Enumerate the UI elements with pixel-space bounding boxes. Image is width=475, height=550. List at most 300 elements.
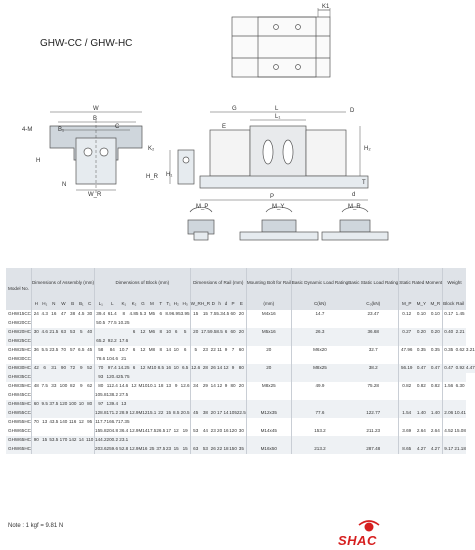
model-cell: GHW30CC: [8, 356, 31, 362]
value-cell: 19: [182, 428, 188, 434]
value-cell: 8.65: [399, 445, 414, 454]
value-cell: 28.9: [119, 410, 129, 416]
value-cell: [454, 400, 466, 409]
value-cell: [428, 319, 442, 328]
value-cell: 70: [31, 418, 40, 427]
model-cell: GHW25CC: [8, 338, 31, 344]
value-cell: 140: [59, 419, 68, 425]
value-cell: [85, 445, 94, 454]
model-cell: GHW20HC: [8, 329, 31, 335]
value-cell: [107, 328, 119, 337]
value-cell: [246, 319, 291, 328]
sub-header-cell: d: [223, 298, 229, 310]
value-cell: 7.5: [210, 311, 217, 317]
value-cell: 4.5: [222, 311, 230, 317]
value-cell: 37.5: [156, 446, 166, 452]
value-cell: [181, 319, 190, 328]
value-cell: [181, 400, 190, 409]
header-assembly: Dimensions of Assembly (mm): [31, 268, 94, 298]
header-static: Basic Static Load Rating: [348, 268, 399, 298]
sub-header-cell: C: [85, 298, 94, 310]
value-cell: 27.5: [119, 392, 129, 398]
table-row: [6, 364, 475, 373]
value-cell: 287.48: [366, 446, 381, 452]
value-cell: [399, 400, 414, 409]
value-cell: [68, 445, 77, 454]
value-cell: 82: [70, 383, 76, 389]
value-cell: 155.8: [95, 427, 107, 436]
value-cell: 93: [95, 373, 107, 382]
value-cell: [443, 418, 455, 427]
value-cell: 9: [224, 347, 228, 353]
value-cell: [31, 337, 40, 346]
sub-header-cell: L₁: [95, 298, 107, 310]
value-cell: 25.75: [118, 374, 130, 380]
value-cell: [130, 391, 139, 400]
value-cell: [443, 337, 455, 346]
value-cell: 31: [51, 365, 57, 371]
value-cell: 120: [59, 401, 68, 407]
value-cell: 204.8: [106, 428, 119, 434]
sub-header-cell: H₂: [172, 298, 181, 310]
value-cell: 26.3: [291, 328, 348, 337]
value-cell: 30: [87, 311, 93, 317]
value-cell: [181, 418, 190, 427]
value-cell: 4.5: [78, 311, 85, 317]
value-cell: [68, 319, 77, 328]
sub-header-cell: K₁: [118, 298, 130, 310]
value-cell: 24: [31, 310, 40, 319]
value-cell: 5: [183, 329, 187, 335]
value-cell: [229, 436, 237, 445]
value-cell: [85, 427, 94, 436]
value-cell: 8: [159, 347, 163, 353]
value-cell: 112.4: [106, 383, 118, 389]
value-cell: 20: [190, 328, 201, 337]
value-cell: 104.6: [106, 356, 119, 362]
value-cell: [237, 337, 246, 346]
value-cell: 84: [109, 347, 115, 353]
value-cell: [59, 427, 68, 436]
value-cell: M16x50: [246, 445, 291, 454]
value-cell: 60: [238, 347, 244, 353]
value-cell: [77, 319, 85, 328]
value-cell: 29: [202, 383, 208, 389]
value-cell: 70: [60, 347, 67, 353]
value-cell: [348, 319, 399, 328]
value-cell: 35: [238, 446, 244, 452]
model-cell: GHW35CC: [8, 374, 31, 380]
value-cell: 22: [217, 446, 223, 452]
value-cell: M14: [138, 428, 148, 434]
value-cell: 7.5: [41, 383, 48, 389]
value-cell: [172, 319, 181, 328]
value-cell: [31, 319, 40, 328]
value-cell: 26: [210, 446, 216, 452]
sub-header-cell: h: [216, 298, 222, 310]
value-cell: 63: [190, 445, 201, 454]
value-cell: 0.35: [430, 347, 440, 353]
model-cell: GHW30HC: [8, 365, 31, 371]
value-cell: [348, 400, 399, 409]
value-cell: 37.5: [49, 401, 59, 407]
value-cell: 90: [31, 436, 40, 445]
value-cell: 1.56: [443, 382, 455, 391]
value-cell: 20: [246, 346, 291, 355]
value-cell: [41, 391, 49, 400]
value-cell: 80: [87, 401, 93, 407]
value-cell: 52: [87, 365, 93, 371]
table-row: [6, 409, 475, 418]
value-cell: 203.6: [95, 445, 107, 454]
value-cell: [443, 391, 455, 400]
label-w: W: [93, 106, 99, 112]
value-cell: 20: [238, 311, 244, 317]
value-cell: 42: [31, 364, 40, 373]
sub-header-cell: W: [59, 298, 68, 310]
table-row: [6, 391, 475, 400]
value-cell: [172, 400, 181, 409]
value-cell: [348, 373, 399, 382]
value-cell: 22.5: [236, 410, 246, 416]
label-k2: K₂: [148, 146, 155, 152]
value-cell: [31, 355, 40, 364]
value-cell: [428, 391, 442, 400]
value-cell: [291, 337, 348, 346]
header-rail: Dimensions of Rail (mm): [190, 268, 246, 298]
value-cell: [348, 355, 399, 364]
value-cell: 6: [159, 311, 163, 317]
value-cell: 8.9: [165, 311, 172, 317]
table-row: [6, 427, 475, 436]
value-cell: 6.30: [455, 383, 465, 389]
value-cell: [85, 409, 94, 418]
value-cell: [85, 373, 94, 382]
value-cell: 138.2: [106, 392, 119, 398]
sub-header-cell: M_P: [399, 298, 414, 310]
value-cell: [201, 337, 210, 346]
value-cell: 14.25: [118, 365, 130, 371]
table-row: [6, 310, 475, 319]
value-cell: [147, 337, 156, 346]
value-cell: 12: [140, 329, 146, 335]
value-cell: [41, 445, 49, 454]
value-cell: 40: [87, 329, 93, 335]
value-cell: 44: [202, 428, 208, 434]
value-cell: 22: [210, 347, 216, 353]
table-row: [6, 355, 475, 364]
value-cell: 0.82: [416, 383, 426, 389]
value-cell: 14.7: [291, 310, 348, 319]
value-cell: 14: [217, 365, 223, 371]
value-cell: 36: [31, 346, 40, 355]
value-cell: 75.28: [367, 383, 379, 389]
value-cell: 9: [231, 365, 235, 371]
value-cell: [59, 355, 68, 364]
sub-header-cell: H₃: [181, 298, 190, 310]
value-cell: [172, 373, 181, 382]
value-cell: [428, 337, 442, 346]
value-cell: [229, 418, 237, 427]
value-cell: 2.64: [416, 428, 426, 434]
value-cell: 15.08: [454, 428, 466, 434]
model-cell: GHW25HC: [8, 347, 31, 353]
value-cell: 38: [70, 311, 76, 317]
value-cell: 0.47: [430, 365, 440, 371]
value-cell: [190, 391, 201, 400]
value-cell: [399, 373, 414, 382]
value-cell: 16: [223, 428, 229, 434]
logo-text: SHAC: [338, 533, 377, 548]
value-cell: 15: [202, 311, 208, 317]
value-cell: M8: [148, 347, 156, 353]
sub-header-cell: (mm): [246, 298, 291, 310]
header-model: Model No.: [6, 268, 31, 310]
sub-header-cell: T: [156, 298, 165, 310]
model-cell: GHW45CC: [8, 392, 31, 398]
model-cell: GHW65HC: [8, 446, 31, 452]
value-cell: 9: [79, 383, 83, 389]
value-cell: [291, 391, 348, 400]
value-cell: 5.3: [216, 311, 223, 317]
value-cell: 90: [60, 365, 67, 371]
value-cell: [237, 373, 246, 382]
sub-header-cell: C₀(kN): [348, 298, 399, 310]
value-cell: 4.47: [465, 365, 475, 371]
value-cell: 14: [210, 383, 216, 389]
value-cell: [181, 391, 190, 400]
value-cell: M12x35: [246, 409, 291, 418]
value-cell: 23.1: [119, 437, 129, 443]
value-cell: 14.6: [119, 383, 129, 389]
table-row: [6, 328, 475, 337]
value-cell: [201, 436, 210, 445]
value-cell: [138, 373, 147, 382]
value-cell: 5: [79, 329, 83, 335]
value-cell: 0.35: [416, 347, 426, 353]
value-cell: 13: [121, 401, 127, 407]
sub-header-cell: E: [237, 298, 246, 310]
label-4m: 4-M: [22, 127, 33, 133]
value-cell: 23: [202, 347, 208, 353]
value-cell: [237, 355, 246, 364]
value-cell: 0.82: [430, 383, 440, 389]
value-cell: 72: [70, 365, 76, 371]
value-cell: [31, 427, 40, 436]
value-cell: [229, 337, 237, 346]
value-cell: [49, 427, 59, 436]
value-cell: 15: [42, 437, 48, 443]
value-cell: 100: [59, 383, 68, 389]
value-cell: [291, 400, 348, 409]
value-cell: 0.82: [399, 382, 414, 391]
value-cell: 120: [229, 428, 237, 434]
value-cell: 77.5: [107, 320, 117, 326]
value-cell: [130, 400, 139, 409]
label-n: N: [62, 182, 67, 188]
value-cell: 2.06: [443, 409, 455, 418]
value-cell: 120.4: [106, 374, 119, 380]
spec-table-body: [6, 310, 475, 454]
value-cell: [68, 409, 77, 418]
value-cell: [190, 355, 201, 364]
value-cell: 60: [230, 329, 236, 335]
label-hr: H_R: [146, 174, 159, 180]
value-cell: [414, 436, 428, 445]
value-cell: 53: [202, 446, 208, 452]
value-cell: 8.5: [216, 329, 223, 335]
value-cell: 211.23: [366, 428, 381, 434]
value-cell: [156, 337, 165, 346]
value-cell: [443, 355, 455, 364]
value-cell: 92.2: [107, 338, 117, 344]
value-cell: [41, 319, 49, 328]
value-cell: 4.27: [430, 446, 440, 452]
value-cell: [31, 391, 40, 400]
value-cell: 30: [31, 328, 40, 337]
value-cell: [147, 400, 156, 409]
value-cell: 10: [78, 401, 84, 407]
value-cell: 61.4: [107, 311, 117, 317]
value-cell: 20: [210, 410, 216, 416]
value-cell: M14x45: [246, 427, 291, 436]
value-cell: [68, 391, 77, 400]
value-cell: 170: [59, 437, 68, 443]
value-cell: [237, 418, 246, 427]
value-cell: [172, 391, 181, 400]
value-cell: 9.5: [41, 401, 48, 407]
value-cell: [147, 436, 156, 445]
value-cell: [246, 436, 291, 445]
table-row: [6, 373, 475, 382]
value-cell: [246, 391, 291, 400]
value-cell: [291, 319, 348, 328]
label-h1: H₁: [166, 172, 173, 178]
value-cell: M6: [148, 329, 156, 335]
sub-header-cell: H: [31, 298, 40, 310]
value-cell: 43.5: [49, 419, 59, 425]
value-cell: 80: [95, 382, 107, 391]
value-cell: [399, 436, 414, 445]
value-cell: 45: [87, 347, 93, 353]
value-cell: 6: [183, 347, 187, 353]
value-cell: [156, 319, 165, 328]
value-cell: 0.92: [455, 365, 465, 371]
value-cell: 21: [121, 356, 127, 362]
value-cell: [414, 418, 428, 427]
value-cell: 17.35: [118, 419, 130, 425]
value-cell: 48: [31, 382, 40, 391]
value-cell: [201, 418, 210, 427]
value-cell: [181, 355, 190, 364]
value-cell: 8.5: [172, 410, 180, 416]
value-cell: 200.2: [106, 437, 119, 443]
value-cell: 22: [158, 410, 164, 416]
sub-header-cell: B₁: [77, 298, 85, 310]
value-cell: [156, 418, 165, 427]
value-cell: 12.9: [129, 446, 139, 452]
value-cell: 12.9: [129, 428, 139, 434]
value-cell: 12.6: [180, 383, 190, 389]
value-cell: 8.5: [157, 365, 165, 371]
value-cell: [201, 400, 210, 409]
value-cell: M10: [138, 383, 148, 389]
sub-header-cell: H₁: [41, 298, 49, 310]
value-cell: 17.5: [147, 428, 157, 434]
value-cell: [85, 337, 94, 346]
value-cell: M16: [138, 446, 148, 452]
value-cell: 13: [42, 419, 48, 425]
value-cell: [443, 436, 455, 445]
series-title: GHW-CC / GHW-HC: [40, 38, 133, 49]
value-cell: [172, 355, 181, 364]
value-cell: 0.17: [443, 310, 455, 319]
value-cell: [156, 400, 165, 409]
value-cell: [414, 373, 428, 382]
value-cell: 6: [224, 329, 228, 335]
table-row: [6, 346, 475, 355]
value-cell: [49, 391, 59, 400]
value-cell: [31, 409, 40, 418]
table-row: [6, 418, 475, 427]
value-cell: 0.10: [416, 311, 426, 317]
value-cell: 15: [182, 446, 188, 452]
value-cell: [399, 355, 414, 364]
value-cell: [156, 391, 165, 400]
value-cell: [138, 355, 147, 364]
value-cell: [190, 418, 201, 427]
value-cell: 1.40: [430, 410, 440, 416]
label-wr: W_R: [88, 192, 102, 198]
value-cell: 20: [238, 383, 244, 389]
sub-header-cell: Rail: [454, 298, 466, 310]
value-cell: 9: [224, 383, 228, 389]
value-cell: M5x16: [246, 328, 291, 337]
value-cell: [41, 409, 49, 418]
value-cell: 2.64: [430, 428, 440, 434]
value-cell: 4.3: [41, 311, 48, 317]
value-cell: [246, 355, 291, 364]
value-cell: 9.17: [443, 445, 455, 454]
value-cell: 17.6: [119, 338, 129, 344]
value-cell: 70: [95, 364, 107, 373]
label-h2: H₂: [364, 146, 371, 152]
value-cell: 45: [190, 409, 201, 418]
value-cell: 30: [238, 428, 244, 434]
value-cell: [348, 337, 399, 346]
value-cell: [41, 337, 49, 346]
value-cell: 62: [87, 383, 93, 389]
value-cell: 26: [210, 365, 216, 371]
technical-drawings: [0, 0, 414, 240]
model-cell: GHW15CC: [8, 311, 31, 317]
value-cell: [414, 400, 428, 409]
value-cell: [59, 337, 68, 346]
value-cell: 259.6: [106, 446, 119, 452]
header-weight: Weight: [443, 268, 466, 298]
value-cell: 116: [68, 419, 77, 425]
value-cell: 0.47: [443, 364, 455, 373]
value-cell: 144.2: [95, 436, 107, 445]
value-cell: [77, 373, 85, 382]
value-cell: 2.21: [455, 329, 465, 335]
label-mr: M_R: [348, 204, 361, 210]
value-cell: 105.8: [95, 391, 107, 400]
value-cell: 36.4: [119, 428, 129, 434]
value-cell: [414, 337, 428, 346]
label-b1: B₁: [58, 127, 65, 133]
value-cell: 1.45: [455, 311, 465, 317]
